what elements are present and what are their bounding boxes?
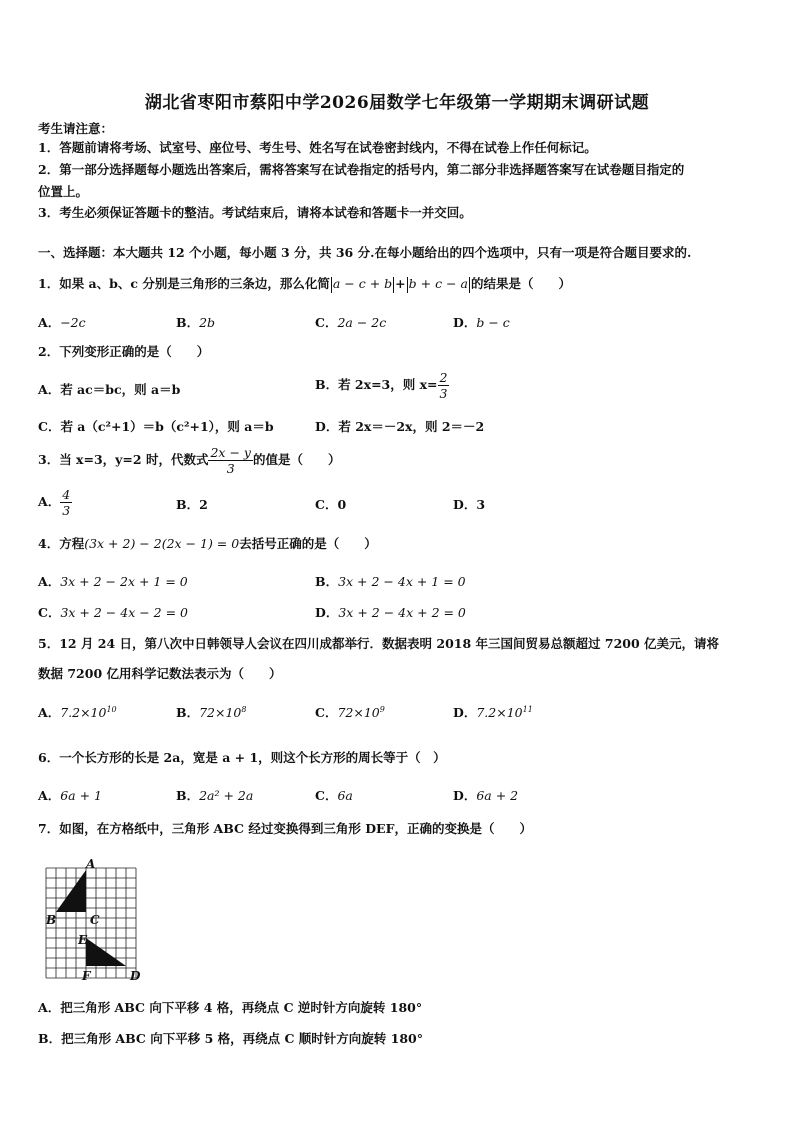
label-c: C — [90, 913, 100, 927]
q1-expr-1: a − c + b — [332, 276, 393, 291]
q4-option-a: A．3x + 2 − 2x + 1 = 0 — [38, 574, 188, 589]
q2-option-d: D．若 2x＝－2x，则 2＝－2 — [315, 419, 485, 434]
q5-option-c: C．$72\times 10^9$ — [315, 704, 385, 720]
q3-option-a: A． $\frac{4}{3}$ — [38, 487, 71, 518]
q1-option-c: C．2a − 2c — [315, 315, 387, 330]
q6-option-c: C．6a — [315, 788, 353, 803]
triangle-abc — [56, 870, 86, 912]
label-e: E — [78, 933, 88, 947]
question-2-stem: 2．下列变形正确的是（ ） — [38, 344, 210, 359]
q1-expr-2: b + c − a — [408, 276, 468, 291]
notice-item-2: 2．第一部分选择题每小题选出答案后，需将答案写在试卷指定的括号内，第二部分非选择题答案写在试卷题目指定的 — [38, 162, 685, 177]
question-6-stem: 6．一个长方形的长是 2a，宽是 a + 1，则这个长方形的周长等于（ ） — [38, 750, 446, 765]
label-d: D — [130, 969, 141, 983]
section-heading: 一、选择题：本大题共 12 个小题，每小题 3 分，共 36 分.在每小题给出的四个选项中，只有一项是符合题目要求的. — [38, 245, 692, 260]
q5-option-b: B．$72\times 10^8$ — [176, 704, 247, 720]
q6-option-b: B．2a² + 2a — [176, 788, 254, 803]
label-a: A — [86, 858, 96, 871]
question-3-stem: 3．当 x=3，y=2 时，代数式 $\frac{2x - y}{3}$ 的值是（ ） — [38, 445, 341, 476]
q2-option-a: A．若 ac＝bc，则 a＝b — [38, 382, 181, 397]
question-4-stem: 4．方程(3x + 2) − 2(2x − 1) = 0去括号正确的是（ ） — [38, 536, 377, 551]
q7-grid-figure — [38, 858, 148, 987]
q2-option-b: B．若 2x=3，则 x= $\frac{2}{3}$ — [315, 370, 448, 401]
q1-option-b: B．2b — [176, 315, 216, 330]
q4-option-d: D．3x + 2 − 4x + 2 = 0 — [315, 605, 466, 620]
q1-option-a: A．−2c — [38, 315, 86, 330]
q5-option-a: A．$7.2\times 10^{10}$ — [38, 704, 117, 720]
q3-option-c: C．0 — [315, 497, 347, 512]
q7-option-a: A．把三角形 ABC 向下平移 4 格，再绕点 C 逆时针方向旋转 180° — [38, 1000, 423, 1015]
q1-stem-b: 的结果是（ ） — [470, 276, 571, 291]
notice-item-3: 3．考生必须保证答题卡的整洁。考试结束后，请将本试卷和答题卡一并交回。 — [38, 205, 472, 220]
q5-option-d: D．$7.2\times 10^{11}$ — [453, 704, 533, 720]
q7-grid-svg — [38, 858, 148, 983]
q4-option-b: B．3x + 2 − 4x + 1 = 0 — [315, 574, 466, 589]
notice-item-1: 1．答题前请将考场、试室号、座位号、考生号、姓名写在试卷密封线内，不得在试卷上作任何标记。 — [38, 140, 597, 155]
q4-option-c: C．3x + 2 − 4x − 2 = 0 — [38, 605, 188, 620]
label-f: F — [82, 969, 91, 983]
question-7-stem: 7．如图，在方格纸中，三角形 ABC 经过变换得到三角形 DEF，正确的变换是（ ） — [38, 821, 532, 836]
q2-option-c: C．若 a（c²+1）＝b（c²+1），则 a＝b — [38, 419, 274, 434]
q3-option-b: B．2 — [176, 497, 208, 512]
page-title: 湖北省枣阳市蔡阳中学2026届数学七年级第一学期期末调研试题 — [144, 93, 650, 113]
label-b: B — [46, 913, 57, 927]
question-5-line-1: 5．12 月 24 日，第八次中日韩领导人会议在四川成都举行．数据表明 2018 年三国间贸易总额超过 7200 亿美元，请将 — [38, 636, 720, 651]
q6-option-d: D．6a + 2 — [453, 788, 519, 803]
question-1-stem — [38, 276, 571, 293]
q1-stem-a: 1．如果 a、b、c 分别是三角形的三条边，那么化简 — [38, 276, 330, 291]
question-5-line-2: 数据 7200 亿用科学记数法表示为（ ） — [38, 666, 282, 681]
q6-option-a: A．6a + 1 — [38, 788, 102, 803]
notice-item-2-cont: 位置上。 — [38, 184, 89, 199]
q1-option-d: D．b − c — [453, 315, 510, 330]
q3-option-d: D．3 — [453, 497, 486, 512]
notice-heading: 考生请注意： — [38, 121, 114, 136]
q7-option-b: B．把三角形 ABC 向下平移 5 格，再绕点 C 顺时针方向旋转 180° — [38, 1031, 423, 1046]
q1-plus: + — [395, 276, 406, 291]
